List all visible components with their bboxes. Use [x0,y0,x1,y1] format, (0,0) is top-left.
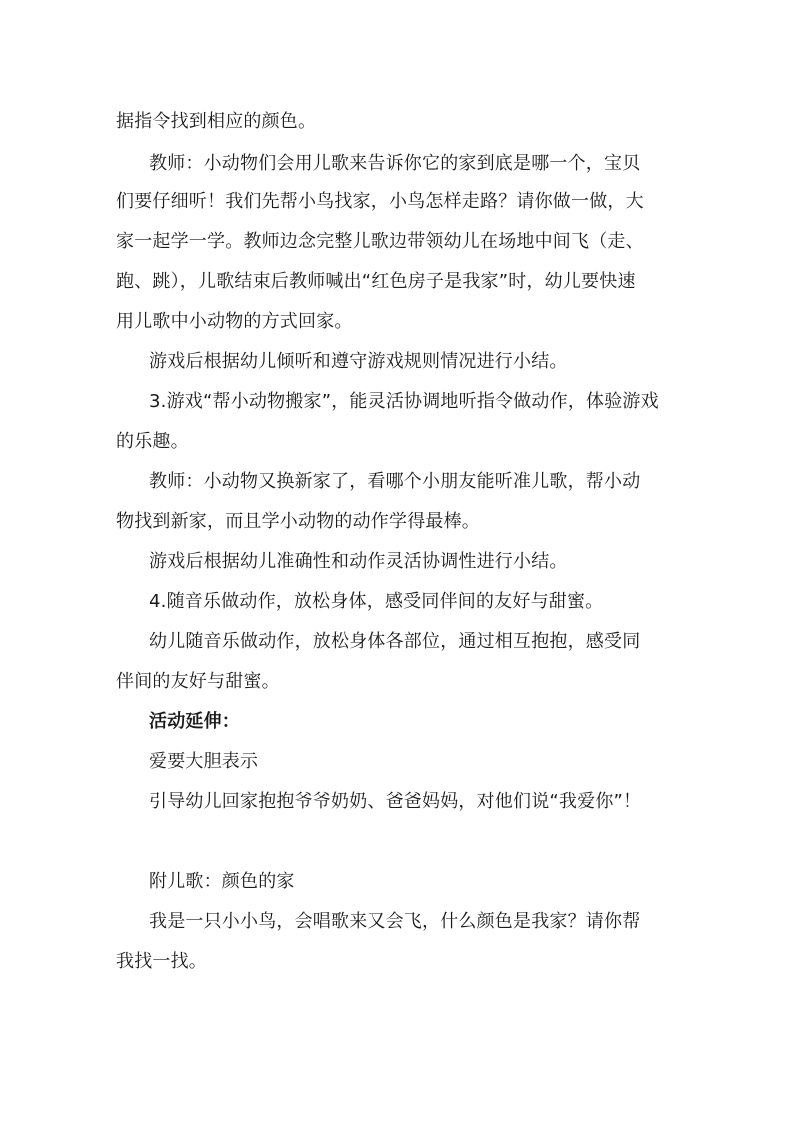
paragraph-line: 教师：小动物们会用儿歌来告诉你它的家到底是哪一个，宝贝 [149,153,641,174]
paragraph-line: 我找一找。 [116,951,207,972]
paragraph-line: 跑、跳），儿歌结束后教师喊出“红色房子是我家”时，幼儿要快速 [116,271,636,292]
section-heading: 活动延伸： [149,711,240,732]
paragraph-line: 爱要大胆表示 [149,751,259,772]
paragraph-line: 教师：小动物又换新家了，看哪个小朋友能听准儿歌，帮小动 [149,471,641,492]
paragraph-line: 我是一只小小鸟，会唱歌来又会飞，什么颜色是我家？请你帮 [149,911,641,932]
paragraph-line: 用儿歌中小动物的方式回家。 [116,311,353,332]
appendix-title: 附儿歌：颜色的家 [149,871,295,892]
paragraph-line: 们要仔细听！我们先帮小鸟找家，小鸟怎样走路？请你做一做，大 [116,191,644,212]
paragraph-line: 游戏后根据幼儿倾听和遵守游戏规则情况进行小结。 [149,351,568,372]
paragraph-line: 据指令找到相应的颜色。 [116,111,317,132]
numbered-step-heading: 3.游戏“帮小动物搬家”，能灵活协调地听指令做动作，体验游戏 [149,391,659,412]
numbered-step-heading: 4.随音乐做动作，放松身体，感受同伴间的友好与甜蜜。 [149,591,604,612]
paragraph-line: 伴间的友好与甜蜜。 [116,671,280,692]
paragraph-line: 游戏后根据幼儿准确性和动作灵活协调性进行小结。 [149,551,568,572]
paragraph-line: 家一起学一学。教师边念完整儿歌边带领幼儿在场地中间飞（走、 [116,231,644,252]
paragraph-line: 的乐趣。 [116,431,189,452]
paragraph-line: 幼儿随音乐做动作，放松身体各部位，通过相互抱抱，感受同 [149,631,641,652]
paragraph-line: 引导幼儿回家抱抱爷爷奶奶、爸爸妈妈，对他们说“我爱你”！ [149,791,642,812]
paragraph-line: 物找到新家，而且学小动物的动作学得最棒。 [116,511,480,532]
